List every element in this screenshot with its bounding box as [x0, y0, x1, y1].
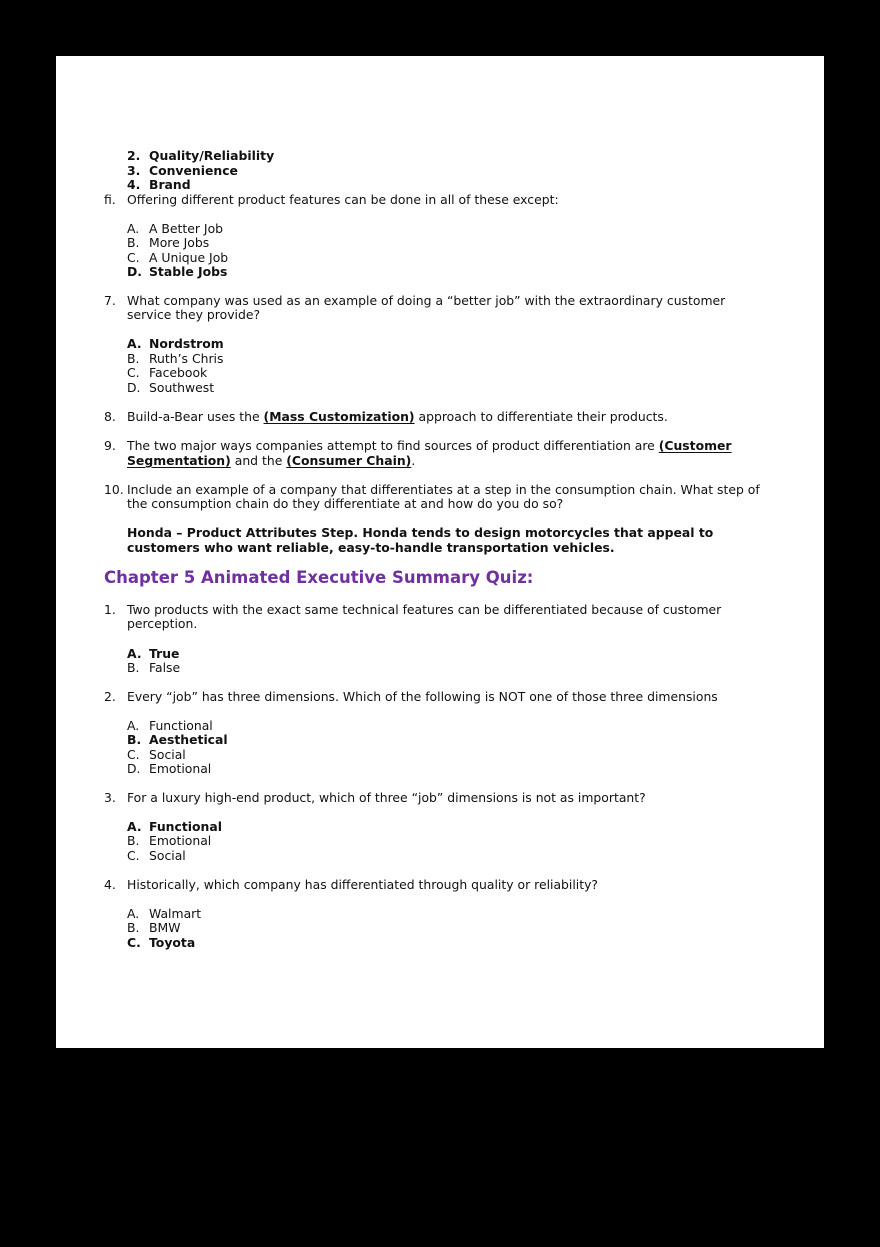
answer-line1: Honda – Product Attributes Step. Honda tends to design motorcycles that appeal to — [127, 525, 714, 540]
option-text: Social — [149, 747, 186, 762]
question-text-line1: What company was used as an example of doing a “better job” with the extraordinary customer — [127, 293, 726, 308]
option-letter: C. — [127, 935, 141, 950]
carryover-item — [127, 149, 274, 164]
question-number: 9. — [104, 438, 116, 453]
question-text-line2: the consumption chain do they differentiate at and how do you do so? — [127, 496, 564, 511]
option-letter: A. — [127, 718, 140, 733]
text-after: approach to differentiate their products. — [414, 409, 668, 424]
option-text: False — [149, 660, 181, 675]
option-letter: B. — [127, 351, 140, 366]
option-text: Facebook — [149, 365, 208, 380]
option-letter: B. — [127, 833, 140, 848]
list-text: Convenience — [149, 163, 238, 178]
question-text-line1: Include an example of a company that differentiates at a step in the consumption chain. What step of — [127, 482, 760, 497]
option-letter: A. — [127, 646, 142, 661]
option — [127, 921, 180, 936]
option-text: Emotional — [149, 833, 212, 848]
option-text: Stable Jobs — [149, 264, 228, 279]
question-number: 8. — [104, 409, 116, 424]
option-text: Ruth’s Chris — [149, 351, 224, 366]
option-letter: D. — [127, 761, 141, 776]
option — [127, 849, 186, 864]
option-text: Functional — [149, 718, 213, 733]
option-letter: C. — [127, 747, 140, 762]
fill-in-answer: (Consumer Chain) — [286, 453, 412, 468]
option-letter: D. — [127, 380, 141, 395]
option-text: True — [149, 646, 180, 661]
text-after: . — [411, 453, 416, 468]
question-number: 4. — [104, 877, 116, 892]
option — [127, 834, 211, 849]
fill-in-answer: (Customer — [658, 438, 732, 453]
option-text: BMW — [149, 920, 181, 935]
option-letter: C. — [127, 250, 140, 265]
option-text: Walmart — [149, 906, 202, 921]
option-text: Toyota — [149, 935, 196, 950]
option-letter: A. — [127, 819, 142, 834]
option-text: Aesthetical — [149, 732, 228, 747]
option-correct — [127, 733, 228, 748]
text-before: Build-a-Bear uses the — [127, 409, 264, 424]
question-number: 2. — [104, 689, 116, 704]
question-text-line1: Every “job” has three dimensions. Which of the following is NOT one of those three dimensions — [127, 689, 718, 704]
option — [127, 762, 211, 777]
list-marker: 3. — [127, 163, 141, 178]
option-letter: B. — [127, 660, 140, 675]
question-number: 10. — [104, 482, 124, 497]
option — [127, 236, 209, 251]
fill-in-answer: (Mass Customization) — [263, 409, 415, 424]
question-number: fi. — [104, 192, 116, 207]
list-marker: 4. — [127, 177, 141, 192]
option-text: Southwest — [149, 380, 215, 395]
option-text: Emotional — [149, 761, 212, 776]
question-text-line1 — [127, 439, 732, 454]
option-letter: D. — [127, 264, 142, 279]
option-letter: C. — [127, 848, 140, 863]
option-correct — [127, 936, 195, 951]
option-correct — [127, 265, 227, 280]
option-text: More Jobs — [149, 235, 210, 250]
question-text-line2 — [127, 454, 415, 469]
text-middle: and the — [230, 453, 287, 468]
question-number: 1. — [104, 602, 116, 617]
option-letter: C. — [127, 365, 140, 380]
question-text-line2: service they provide? — [127, 307, 261, 322]
option-text: A Better Job — [149, 221, 224, 236]
question-text-line1: Two products with the exact same technical features can be differentiated because of customer — [127, 602, 722, 617]
option — [127, 381, 214, 396]
option-letter: B. — [127, 920, 140, 935]
section-heading: Chapter 5 Animated Executive Summary Quiz: — [104, 568, 534, 587]
question-text: Offering different product features can be done in all of these except: — [127, 192, 559, 207]
answer-line2: customers who want reliable, easy-to-handle transportation vehicles. — [127, 540, 615, 555]
document-page — [56, 56, 824, 1048]
option-letter: B. — [127, 732, 142, 747]
option-text: Functional — [149, 819, 222, 834]
list-text: Brand — [149, 177, 191, 192]
question-number: 7. — [104, 293, 116, 308]
question-text — [127, 410, 668, 425]
question-text-line2: perception. — [127, 616, 198, 631]
text-before: The two major ways companies attempt to find sources of product differentiation are — [127, 438, 659, 453]
fill-in-answer: Segmentation) — [127, 453, 231, 468]
option — [127, 366, 207, 381]
question-text-line1: For a luxury high-end product, which of three “job” dimensions is not as important? — [127, 790, 646, 805]
question-number: 3. — [104, 790, 116, 805]
option-text: A Unique Job — [149, 250, 229, 265]
option-letter: A. — [127, 906, 140, 921]
list-text: Quality/Reliability — [149, 148, 275, 163]
option-text: Nordstrom — [149, 336, 224, 351]
option-correct — [127, 337, 224, 352]
option-letter: A. — [127, 336, 142, 351]
option-letter: B. — [127, 235, 140, 250]
option — [127, 661, 180, 676]
carryover-item — [127, 178, 191, 193]
list-marker: 2. — [127, 148, 141, 163]
question-text-line1: Historically, which company has differentiated through quality or reliability? — [127, 877, 599, 892]
option-text: Social — [149, 848, 186, 863]
option-letter: A. — [127, 221, 140, 236]
